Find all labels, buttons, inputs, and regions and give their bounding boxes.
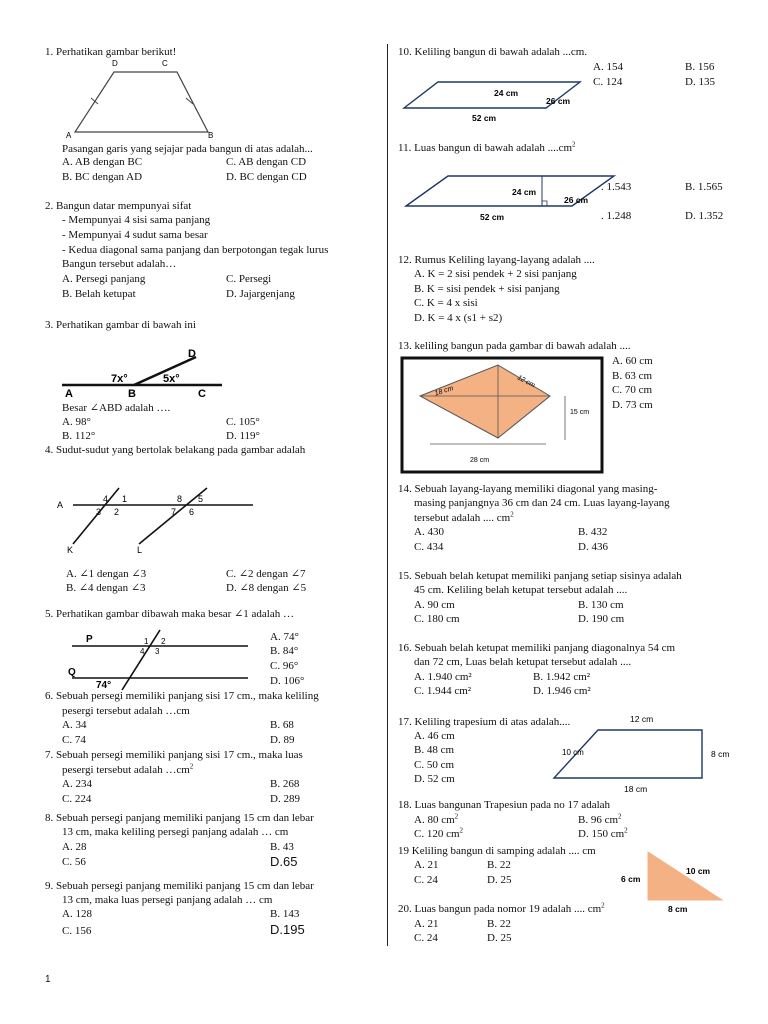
q5-angle-74: 74° bbox=[96, 680, 112, 691]
q8-option-d: D.65 bbox=[270, 854, 298, 869]
q9-option-d: D.195 bbox=[270, 922, 305, 937]
q1-option-a: A. AB dengan BC bbox=[62, 156, 143, 168]
q4-label-k: K bbox=[67, 545, 74, 555]
q19-label-b: 8 cm bbox=[668, 904, 688, 914]
q12-option-d: D. K = 4 x (s1 + s2) bbox=[414, 312, 503, 324]
q5-option-c: C. 96° bbox=[270, 660, 299, 672]
q16-option-b: B. 1.942 cm² bbox=[533, 671, 591, 683]
q3-angle-figure bbox=[60, 345, 230, 401]
q3-option-d: D. 119° bbox=[226, 430, 260, 442]
q11-option-b: B. 1.565 bbox=[685, 181, 723, 193]
q5-option-d: D. 106° bbox=[270, 675, 305, 687]
q16-option-c: C. 1.944 cm² bbox=[414, 685, 472, 697]
q13-label-18: 18 cm bbox=[433, 385, 455, 398]
q6-option-c: C. 74 bbox=[62, 734, 86, 746]
q8-line-1: 8. Sebuah persegi panjang memiliki panjang 15 cm dan lebar bbox=[45, 812, 314, 824]
q1-label-c: C bbox=[162, 59, 168, 68]
q7-line-2: pesergi tersebut adalah $\dots cm^2$ bbox=[62, 762, 194, 776]
q6-line-1: 6. Sebuah persegi memiliki panjang sisi 17 cm., maka keliling bbox=[45, 690, 319, 702]
q16-option-a: A. 1.940 cm² bbox=[414, 671, 472, 683]
q6-option-d: D. 89 bbox=[270, 734, 295, 746]
q16-line-1: 16. Sebuah belah ketupat memiliki panjang diagonalnya 54 cm bbox=[398, 642, 676, 654]
q4-angle-7: 7 bbox=[171, 507, 177, 517]
q10-title: 10. Keliling bangun di bawah adalah ...cm. bbox=[398, 46, 588, 58]
q4-option-b: B. ∠4 dengan ∠3 bbox=[66, 582, 146, 594]
q8-option-a: A. 28 bbox=[62, 841, 87, 853]
q2-option-a: A. Persegi panjang bbox=[62, 273, 146, 285]
q10-label-52: 52 cm bbox=[472, 113, 497, 123]
q1-option-b: B. BC dengan AD bbox=[62, 171, 143, 183]
q15-option-d: D. 190 cm bbox=[578, 613, 625, 625]
q10-option-a: A. 154 bbox=[593, 61, 623, 73]
q4-option-a: A. ∠1 dengan ∠3 bbox=[66, 568, 147, 580]
q20-option-c: C. 24 bbox=[414, 932, 438, 944]
q13-label-28: 28 cm bbox=[470, 457, 490, 464]
q4-parallel-lines-figure bbox=[55, 490, 255, 558]
q11-option-c: . 1.248 bbox=[601, 210, 632, 222]
q5-option-b: B. 84° bbox=[270, 645, 299, 657]
q4-angle-3: 3 bbox=[96, 507, 102, 517]
q13-kite-figure bbox=[400, 356, 606, 474]
q4-label-a: A bbox=[57, 500, 64, 510]
q1-question: Pasangan garis yang sejajar pada bangun di atas adalah... bbox=[62, 143, 313, 155]
q3-option-b: B. 112° bbox=[62, 430, 96, 442]
q7-option-d: D. 289 bbox=[270, 793, 300, 805]
q4-option-c: C. ∠2 dengan ∠7 bbox=[226, 568, 306, 580]
q19-option-c: C. 24 bbox=[414, 874, 438, 886]
q20-option-a: A. 21 bbox=[414, 918, 439, 930]
q1-title: 1. Perhatikan gambar berikut! bbox=[45, 46, 177, 58]
q3-label-d: D bbox=[188, 348, 196, 360]
q3-label-c: C bbox=[198, 388, 206, 400]
q12-option-a: A. K = 2 sisi pendek + 2 sisi panjang bbox=[414, 268, 577, 280]
q2-prop-1: - Mempunyai 4 sisi sama panjang bbox=[62, 214, 211, 226]
q14-option-d: D. 436 bbox=[578, 541, 608, 553]
q14-option-c: C. 434 bbox=[414, 541, 444, 553]
q19-triangle-figure bbox=[618, 848, 730, 918]
q9-option-c: C. 156 bbox=[62, 925, 92, 937]
q13-option-d: D. 73 cm bbox=[612, 399, 653, 411]
q10-label-26: 26 cm bbox=[546, 96, 571, 106]
q18-option-b: B. 96 $cm^2$ bbox=[578, 812, 622, 826]
q15-option-c: C. 180 cm bbox=[414, 613, 460, 625]
q20-title: 20. Luas bangun pada nomor 19 adalah .... $cm^2$ bbox=[398, 901, 605, 915]
q19-title: 19 Keliling bangun di samping adalah .... cm bbox=[398, 845, 596, 857]
q4-angle-1: 1 bbox=[122, 494, 128, 504]
q9-line-1: 9. Sebuah persegi panjang memiliki panjang 15 cm dan lebar bbox=[45, 880, 314, 892]
q19-label-h: 6 cm bbox=[621, 874, 641, 884]
q7-option-c: C. 224 bbox=[62, 793, 92, 805]
q2-question: Bangun tersebut adalah… bbox=[62, 258, 177, 270]
q10-option-d: D. 135 bbox=[685, 76, 715, 88]
q18-option-c: C. 120 $cm^2$ bbox=[414, 826, 464, 840]
q17-label-bottom: 18 cm bbox=[624, 784, 648, 794]
q11-label-52: 52 cm bbox=[480, 212, 505, 222]
q18-option-d: D. 150 $cm^2$ bbox=[578, 826, 628, 840]
q9-line-2: 13 cm, maka luas persegi panjang adalah … cm bbox=[62, 894, 273, 906]
q1-label-b: B bbox=[208, 131, 214, 140]
q5-angle-2: 2 bbox=[161, 637, 166, 646]
q17-label-left: 10 cm bbox=[562, 748, 584, 757]
q3-label-a: A bbox=[65, 388, 73, 400]
q2-option-d: D. Jajargenjang bbox=[226, 288, 295, 300]
q10-label-24: 24 cm bbox=[494, 88, 519, 98]
q5-angle-4: 4 bbox=[140, 647, 145, 656]
q4-angle-2: 2 bbox=[114, 507, 120, 517]
q11-label-26: 26 cm bbox=[564, 195, 589, 205]
q7-option-b: B. 268 bbox=[270, 778, 300, 790]
q15-option-a: A. 90 cm bbox=[414, 599, 455, 611]
q6-option-b: B. 68 bbox=[270, 719, 294, 731]
q2-option-b: B. Belah ketupat bbox=[62, 288, 136, 300]
q1-label-d: D bbox=[112, 59, 118, 68]
q8-option-c: C. 56 bbox=[62, 856, 86, 868]
q17-trapezoid-figure bbox=[550, 710, 740, 796]
q5-angle-3: 3 bbox=[155, 647, 160, 656]
q14-line-1: 14. Sebuah layang-layang memiliki diagonal yang masing- bbox=[398, 483, 658, 495]
q19-option-b: B. 22 bbox=[487, 859, 511, 871]
q17-option-c: C. 50 cm bbox=[414, 759, 455, 771]
q17-option-a: A. 46 cm bbox=[414, 730, 455, 742]
q6-option-a: A. 34 bbox=[62, 719, 87, 731]
q14-option-b: B. 432 bbox=[578, 526, 608, 538]
q1-trapezoid-figure bbox=[62, 58, 222, 140]
q4-angle-8: 8 bbox=[177, 494, 183, 504]
q4-angle-4: 4 bbox=[103, 494, 109, 504]
q6-line-2: pesergi tersebut adalah …cm bbox=[62, 705, 190, 717]
q15-line-1: 15. Sebuah belah ketupat memiliki panjang setiap sisinya adalah bbox=[398, 570, 682, 582]
q5-angle-1: 1 bbox=[144, 637, 149, 646]
q17-title: 17. Keliling trapesium di atas adalah.... bbox=[398, 716, 571, 728]
q1-option-d: D. BC dengan CD bbox=[226, 171, 307, 183]
q13-option-c: C. 70 cm bbox=[612, 384, 653, 396]
q20-option-d: D. 25 bbox=[487, 932, 512, 944]
q15-option-b: B. 130 cm bbox=[578, 599, 624, 611]
q12-title: 12. Rumus Keliling layang-layang adalah .... bbox=[398, 254, 595, 266]
q11-option-d: D. 1.352 bbox=[685, 210, 724, 222]
q5-option-a: A. 74° bbox=[270, 631, 299, 643]
q14-option-a: A. 430 bbox=[414, 526, 444, 538]
q4-title: 4. Sudut-sudut yang bertolak belakang pada gambar adalah bbox=[45, 444, 306, 456]
q4-angle-6: 6 bbox=[189, 507, 195, 517]
column-divider bbox=[387, 44, 388, 946]
q9-option-b: B. 143 bbox=[270, 908, 300, 920]
q19-option-a: A. 21 bbox=[414, 859, 439, 871]
q9-option-a: A. 128 bbox=[62, 908, 92, 920]
q10-option-c: C. 124 bbox=[593, 76, 623, 88]
q17-option-b: B. 48 cm bbox=[414, 744, 455, 756]
q1-label-a: A bbox=[66, 131, 72, 140]
q11-label-24: 24 cm bbox=[512, 187, 537, 197]
q3-title: 3. Perhatikan gambar di bawah ini bbox=[45, 319, 196, 331]
q4-angle-5: 5 bbox=[198, 494, 204, 504]
q17-label-top: 12 cm bbox=[630, 714, 654, 724]
q2-prop-2: - Mempunyai 4 sudut sama besar bbox=[62, 229, 208, 241]
q3-angle-7x: 7x° bbox=[111, 373, 128, 385]
q3-label-b: B bbox=[128, 388, 136, 400]
q20-option-b: B. 22 bbox=[487, 918, 511, 930]
q18-option-a: A. 80 $cm^2$ bbox=[414, 812, 459, 826]
q11-parallelogram-figure bbox=[404, 174, 624, 224]
q3-angle-5x: 5x° bbox=[163, 373, 180, 385]
q12-option-b: B. K = sisi pendek + sisi panjang bbox=[414, 283, 560, 295]
q11-title: 11. Luas bangun di bawah adalah $....cm^2$ bbox=[398, 140, 576, 154]
q16-line-2: dan 72 cm, Luas belah ketupat tersebut adalah .... bbox=[414, 656, 632, 668]
q5-parallel-lines-figure bbox=[62, 630, 252, 692]
q13-option-b: B. 63 cm bbox=[612, 370, 653, 382]
q17-option-d: D. 52 cm bbox=[414, 773, 455, 785]
q5-label-q: Q bbox=[68, 667, 76, 678]
q11-option-a: . 1.543 bbox=[601, 181, 632, 193]
q2-title: 2. Bangun datar mempunyai sifat bbox=[45, 200, 192, 212]
q14-line-3: tersebut adalah .... $cm^2$ bbox=[414, 510, 514, 524]
q15-line-2: 45 cm. Keliling belah ketupat tersebut adalah .... bbox=[414, 584, 628, 596]
q7-option-a: A. 234 bbox=[62, 778, 92, 790]
q5-label-p: P bbox=[86, 634, 93, 645]
q8-line-2: 13 cm, maka keliling persegi panjang adalah … cm bbox=[62, 826, 289, 838]
q13-label-12: 12 cm bbox=[515, 374, 537, 390]
page-number: 1 bbox=[45, 974, 51, 985]
q4-label-l: L bbox=[137, 545, 143, 555]
q19-label-hyp: 10 cm bbox=[686, 866, 711, 876]
q2-option-c: C. Persegi bbox=[226, 273, 272, 285]
q16-option-d: D. 1.946 cm² bbox=[533, 685, 591, 697]
q13-title: 13. keliling bangun pada gambar di bawah adalah .... bbox=[398, 340, 631, 352]
q19-option-d: D. 25 bbox=[487, 874, 512, 886]
q3-option-c: C. 105° bbox=[226, 416, 260, 428]
q12-option-c: C. K = 4 x sisi bbox=[414, 297, 478, 309]
q13-label-15: 15 cm bbox=[570, 409, 590, 416]
q4-option-d: D. ∠8 dengan ∠5 bbox=[226, 582, 307, 594]
q2-prop-3: - Kedua diagonal sama panjang dan berpotongan tegak lurus bbox=[62, 244, 329, 256]
q13-option-a: A. 60 cm bbox=[612, 355, 653, 367]
q1-option-c: C. AB dengan CD bbox=[226, 156, 307, 168]
q18-title: 18. Luas bangunan Trapesiun pada no 17 adalah bbox=[398, 799, 611, 811]
q5-title: 5. Perhatikan gambar dibawah maka besar ∠1 adalah … bbox=[45, 608, 294, 620]
q17-label-right: 8 cm bbox=[711, 749, 730, 759]
q10-option-b: B. 156 bbox=[685, 61, 715, 73]
q14-line-2: masing panjangnya 36 cm dan 24 cm. Luas layang-layang bbox=[414, 497, 670, 509]
q3-question: Besar ∠ABD adalah …. bbox=[62, 402, 171, 414]
q7-line-1: 7. Sebuah persegi memiliki panjang sisi 17 cm., maka luas bbox=[45, 749, 303, 761]
q3-option-a: A. 98° bbox=[62, 416, 91, 428]
q8-option-b: B. 43 bbox=[270, 841, 294, 853]
q10-parallelogram-figure bbox=[402, 80, 592, 126]
